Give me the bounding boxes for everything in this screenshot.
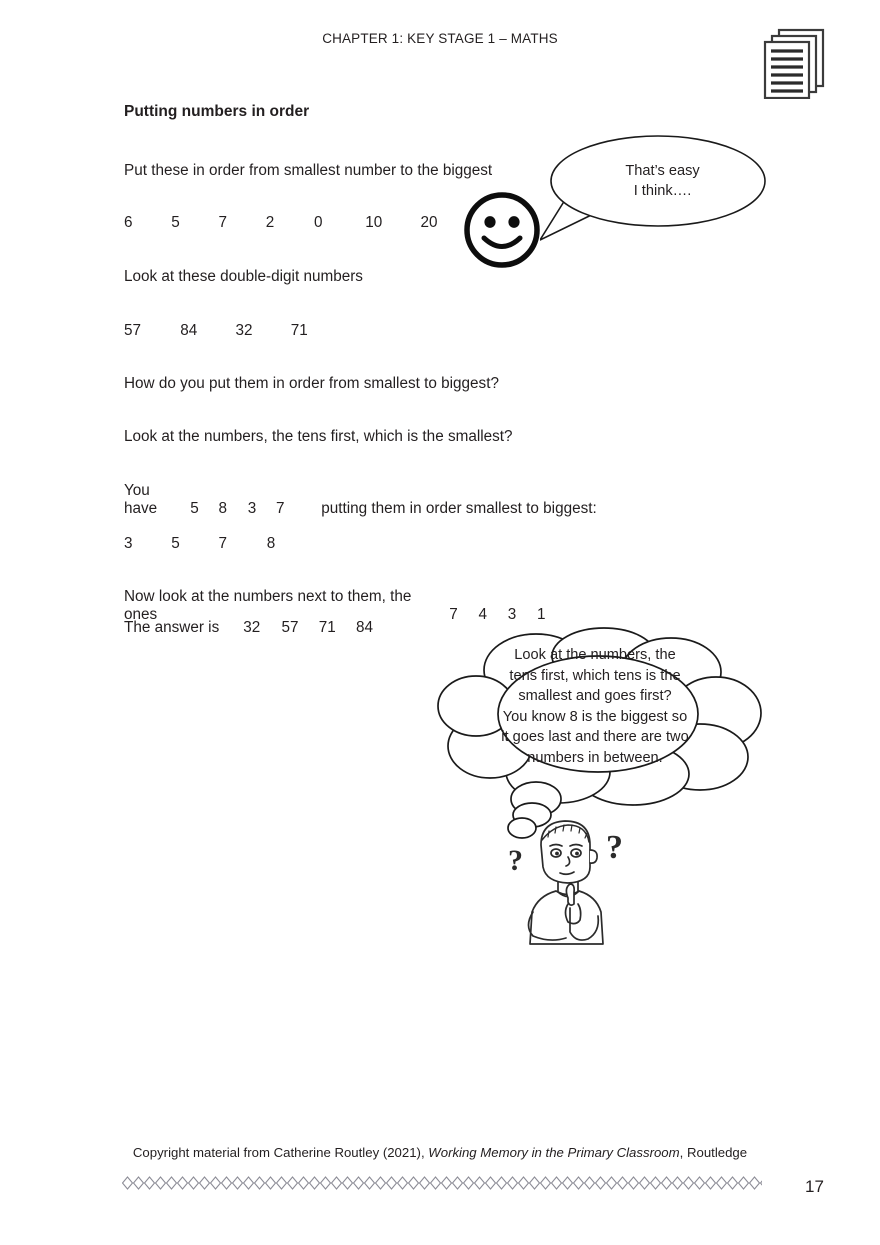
- number-cell: 7: [218, 214, 228, 231]
- intro-line: Put these in order from smallest number to the biggest: [124, 162, 493, 179]
- you-have-label: You have: [124, 482, 158, 517]
- number-cell: 32: [243, 619, 261, 636]
- number-cell: 3: [124, 535, 133, 552]
- cloud-line-4: You know 8 is the biggest so: [502, 708, 688, 725]
- number-cell: 3: [507, 606, 517, 623]
- number-cell: 3: [247, 500, 257, 517]
- number-cell: 71: [318, 619, 336, 636]
- page-number: 17: [805, 1177, 824, 1196]
- number-cell: 7: [218, 535, 228, 552]
- thought-cloud-text: [490, 645, 700, 768]
- first-number-row: [124, 214, 461, 232]
- chapter-header: CHAPTER 1: KEY STAGE 1 – MATHS: [322, 31, 558, 46]
- number-cell: 5: [171, 535, 180, 552]
- number-cell: 4: [478, 606, 488, 623]
- double-digit-prompt: Look at these double-digit numbers: [124, 268, 363, 285]
- ones-label: Now look at the numbers next to them, the ones: [124, 588, 412, 623]
- number-cell: 10: [365, 214, 383, 231]
- number-cell: 7: [449, 606, 458, 623]
- question-order: How do you put them in order from smallest to biggest?: [124, 375, 499, 392]
- copyright-suffix: , Routledge: [679, 1145, 748, 1160]
- question-mark-left: ?: [508, 844, 523, 877]
- speech-bubble-text: [580, 161, 745, 201]
- number-cell: 57: [124, 322, 142, 339]
- copyright-notice: [0, 1145, 880, 1160]
- speech-line-1: That’s easy: [625, 163, 700, 179]
- number-cell: 8: [266, 535, 276, 552]
- smiley-face-icon: [462, 190, 542, 270]
- number-cell: 5: [190, 500, 199, 517]
- cloud-line-3: smallest and goes first?: [518, 688, 672, 704]
- answer-label: The answer is: [124, 619, 220, 636]
- number-cell: 32: [235, 322, 253, 339]
- documents-stack-icon: [762, 27, 828, 99]
- number-cell: 84: [180, 322, 198, 339]
- cloud-line-1: Look at the numbers, the: [514, 647, 676, 663]
- sorted-tens-row: [124, 535, 297, 553]
- cloud-line-5: it goes last and there are two: [501, 729, 689, 745]
- you-have-suffix: putting them in order smallest to biggest:: [321, 500, 597, 517]
- diamond-chain-divider: [122, 1176, 762, 1190]
- thinking-boy-illustration: [508, 812, 633, 947]
- answer-line: [124, 619, 386, 637]
- number-cell: 2: [265, 214, 275, 231]
- number-cell: 84: [356, 619, 374, 636]
- number-cell: 8: [218, 500, 228, 517]
- speech-line-2: I think….: [633, 183, 692, 199]
- copyright-book-title: Working Memory in the Primary Classroom: [428, 1145, 680, 1160]
- cloud-line-2: tens first, which tens is the: [509, 667, 681, 684]
- question-mark-right: ?: [606, 829, 623, 866]
- number-cell: 71: [290, 322, 308, 339]
- cloud-line-6: numbers in between.: [527, 749, 663, 766]
- number-cell: 57: [281, 619, 299, 636]
- double-digit-number-row: [124, 322, 331, 340]
- copyright-prefix: Copyright material from Catherine Routley (2021),: [132, 1145, 429, 1160]
- question-tens: Look at the numbers, the tens first, which is the smallest?: [124, 428, 513, 445]
- number-cell: 7: [276, 500, 285, 517]
- number-cell: 0: [314, 214, 323, 231]
- number-cell: 5: [171, 214, 180, 231]
- number-cell: 20: [420, 214, 438, 231]
- page-title: Putting numbers in order: [124, 103, 310, 120]
- you-have-line: [124, 482, 597, 518]
- number-cell: 6: [124, 214, 133, 231]
- number-cell: 1: [537, 606, 546, 623]
